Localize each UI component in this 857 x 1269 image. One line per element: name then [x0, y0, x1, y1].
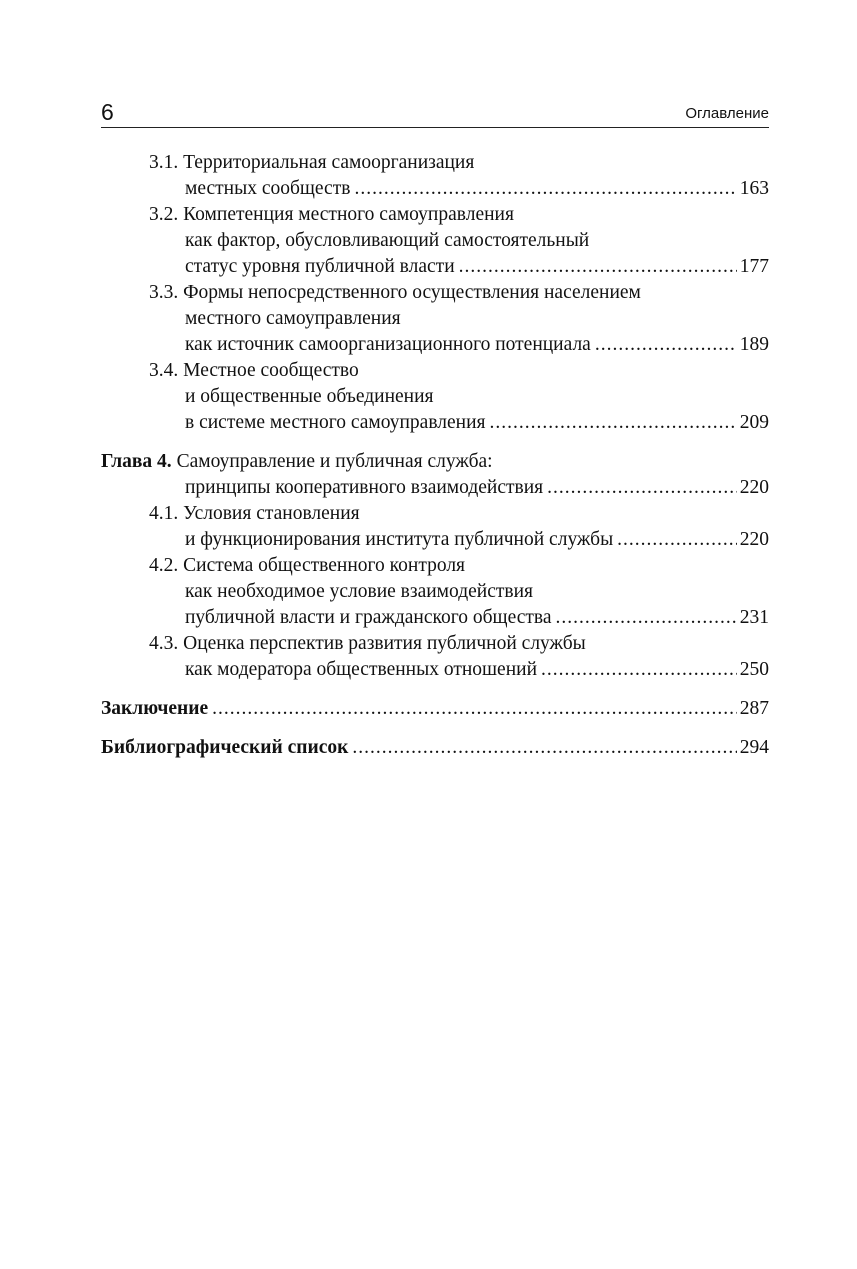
dot-leader [617, 527, 737, 553]
toc-page-number: 220 [739, 477, 769, 498]
toc-entry-title: 3.4. Местное сообщество [149, 360, 359, 381]
toc-entry-4-2[interactable] [101, 553, 769, 579]
toc-entry-3-3[interactable] [101, 280, 769, 306]
dot-leader [541, 657, 737, 683]
toc-conclusion[interactable] [101, 696, 769, 722]
toc-entry-title: публичной власти и гражданского общества [185, 607, 552, 628]
toc-entry-title: 4.3. Оценка перспектив развития публичной службы [149, 633, 586, 654]
toc-entry-3-2-continuation[interactable] [101, 228, 769, 254]
toc-entry-3-1[interactable] [101, 150, 769, 176]
dot-leader [547, 475, 737, 501]
toc-entry-title: 3.3. Формы непосредственного осуществления населением [149, 282, 641, 303]
toc-entry-3-2-continuation[interactable] [101, 254, 769, 280]
running-title: Оглавление [685, 105, 769, 122]
chapter-label: Глава 4. [101, 451, 172, 472]
toc-entry-3-4-continuation[interactable] [101, 384, 769, 410]
dot-leader [490, 410, 737, 436]
toc-chapter-heading [101, 449, 493, 475]
dot-leader [352, 735, 736, 761]
toc-entry-4-1[interactable] [101, 501, 769, 527]
dot-leader [595, 332, 737, 358]
dot-leader [354, 176, 736, 202]
toc-chapter-4-continuation[interactable] [101, 475, 769, 501]
toc-entry-title: 3.2. Компетенция местного самоуправления [149, 204, 514, 225]
toc-entry-title: как источник самоорганизационного потенциала [185, 334, 591, 355]
dot-leader [459, 254, 737, 280]
toc-entry-title: как фактор, обусловливающий самостоятельный [185, 230, 590, 251]
toc-entry-title: Заключение [101, 698, 209, 719]
toc-page-number: 250 [739, 659, 769, 680]
toc-entry-3-4[interactable] [101, 358, 769, 384]
toc-entry-title: Самоуправление и публичная служба: [176, 451, 493, 472]
toc-entry-title: и общественные объединения [185, 386, 434, 407]
dot-leader [556, 605, 737, 631]
toc-entry-title: как необходимое условие взаимодействия [185, 581, 534, 602]
toc-page-number: 189 [739, 334, 769, 355]
toc-bibliography[interactable] [101, 735, 769, 761]
toc-entry-3-3-continuation[interactable] [101, 306, 769, 332]
toc-entry-title: местных сообществ [185, 178, 351, 199]
page-number: 6 [101, 99, 114, 125]
section-gap [101, 722, 769, 735]
dot-leader [212, 696, 737, 722]
toc-entry-title: 4.2. Система общественного контроля [149, 555, 466, 576]
toc-page-number: 231 [739, 607, 769, 628]
toc-entry-title: местного самоуправления [185, 308, 401, 329]
toc-page-number: 209 [739, 412, 769, 433]
toc-entry-4-1-continuation[interactable] [101, 527, 769, 553]
page-header [101, 99, 769, 128]
toc-entry-title: и функционирования института публичной службы [185, 529, 614, 550]
toc-entry-3-2[interactable] [101, 202, 769, 228]
section-gap [101, 683, 769, 696]
toc-entry-3-3-continuation[interactable] [101, 332, 769, 358]
toc-entry-title: Библиографический список [101, 737, 349, 758]
toc-entry-title: 3.1. Территориальная самоорганизация [149, 152, 475, 173]
toc-entry-title: статус уровня публичной власти [185, 256, 455, 277]
toc-entry-title: принципы кооперативного взаимодействия [185, 477, 544, 498]
toc-entry-title: 4.1. Условия становления [149, 503, 360, 524]
toc-entry-4-3-continuation[interactable] [101, 657, 769, 683]
toc-entry-title: в системе местного самоуправления [185, 412, 486, 433]
table-of-contents [101, 150, 769, 761]
toc-entry-4-3[interactable] [101, 631, 769, 657]
toc-page-number: 294 [739, 737, 769, 758]
toc-page-number: 220 [739, 529, 769, 550]
toc-chapter-4[interactable] [101, 449, 769, 475]
toc-entry-3-1-continuation[interactable] [101, 176, 769, 202]
toc-entry-title: как модератора общественных отношений [185, 659, 538, 680]
toc-entry-4-2-continuation[interactable] [101, 579, 769, 605]
toc-entry-3-4-continuation[interactable] [101, 410, 769, 436]
section-gap [101, 436, 769, 449]
toc-entry-4-2-continuation[interactable] [101, 605, 769, 631]
toc-page-number: 177 [739, 256, 769, 277]
toc-page-number: 163 [739, 178, 769, 199]
toc-page-number: 287 [739, 698, 769, 719]
